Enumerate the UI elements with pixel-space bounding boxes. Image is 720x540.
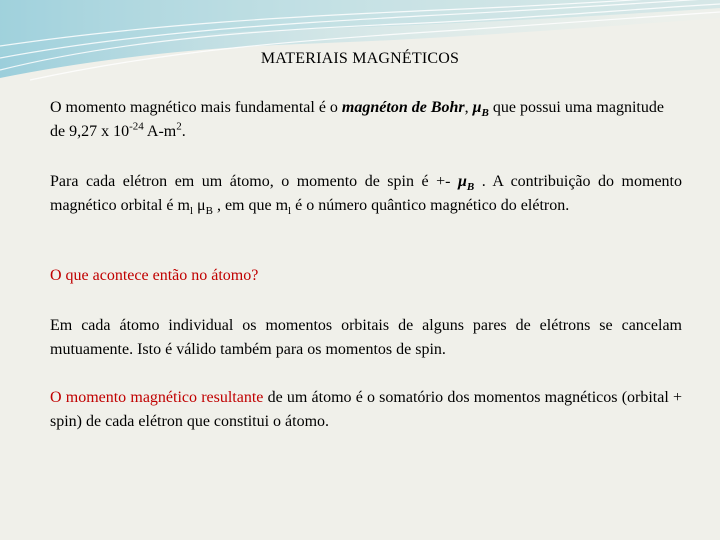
cancellation-paragraph: Em cada átomo individual os momentos orbitais de alguns pares de elétrons se cancelam mutuamente. Isto é válido também para os momentos de spin.	[50, 317, 682, 358]
bohr-magneton-paragraph: O momento magnético mais fundamental é o magnéton de Bohr, $\mu_B$ que possui uma magnitude de 9,27 x $10^{-24}$ $A-m^2$.	[50, 99, 664, 140]
slide-title: MATERIAIS MAGNÉTICOS	[260, 50, 460, 67]
resultant-moment-highlight: O momento magnético resultante	[50, 389, 264, 406]
spin-moment-paragraph: Para cada elétron em um átomo, o momento de spin é +- $\mu_B$ . A contribuição do momento magnético orbital é $m_l$ $\mu_B$ , em que $m_l$ é o número quântico magnético do elétron.	[50, 173, 682, 218]
bohr-magneton-term: magnéton de Bohr	[341, 99, 465, 116]
mu-b-symbol: $\mu_B$	[457, 173, 475, 194]
resultant-moment-paragraph: O momento magnético resultante de um átomo é o somatório dos momentos magnéticos (orbital + spin) de cada elétron que constitui o átomo.	[50, 389, 683, 430]
question-paragraph: O que acontece então no átomo?	[50, 267, 259, 284]
mu-b-symbol: $\mu_B$	[472, 99, 489, 120]
